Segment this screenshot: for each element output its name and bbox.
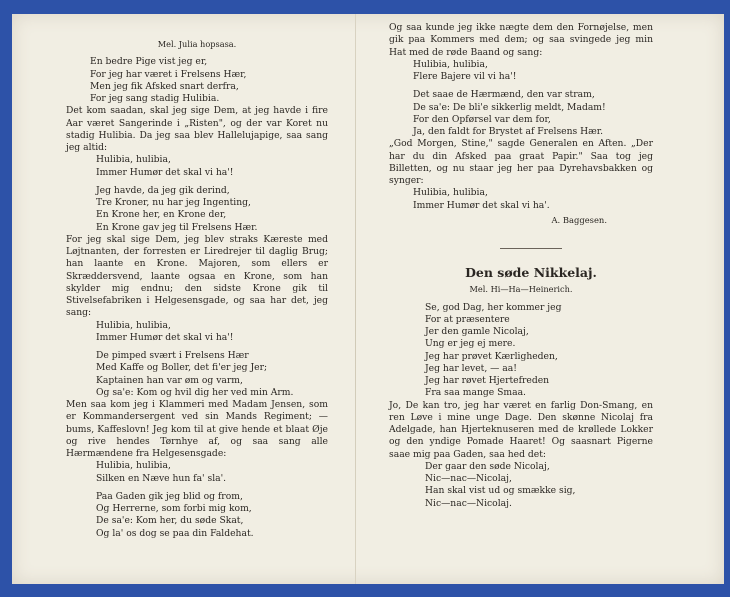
verse-line: Jer den gamle Nicolaj, xyxy=(425,326,529,337)
left-page xyxy=(66,34,328,540)
verse-line: For jeg har været i Frelsens Hær, xyxy=(90,68,247,80)
verse-line: Jeg har levet, — aa! xyxy=(425,362,517,374)
verse-line: Ja, den faldt for Brystet af Frelsens Hær. xyxy=(413,126,604,137)
prose-paragraph: For jeg skal sige Dem, jeg blev straks Kæreste med Løjtnanten, der forresten er Liredrejer til daglig Brug; han laante en Krone. Majoren, som ellers er Skræddersvend, laante ogsaa en Krone, som han skylder mig endnu; den sidste Krone gik til Stivelsefabriken i Helgesensgade, og saa har det, jeg sang: xyxy=(66,233,328,319)
verse-line: Men jeg fik Afsked snart derfra, xyxy=(90,80,239,92)
section-divider xyxy=(500,248,562,249)
verse-line: Hulibia, hulibia, xyxy=(96,154,171,166)
verse-line: Hulibia, hulibia, xyxy=(96,319,171,331)
verse-line: Kaptainen han var øm og varm, xyxy=(96,374,243,386)
verse-line: Silken en Næve hun fa' sla'. xyxy=(96,472,227,484)
song-text xyxy=(66,56,328,540)
verse-line: De sa'e: Kom her, du søde Skat, xyxy=(96,515,244,527)
verse-line: Immer Humør det skal vi ha'. xyxy=(413,199,550,211)
verse-line: For at præsentere xyxy=(425,313,510,325)
verse-line: Han skal vist ud og smække sig, xyxy=(425,485,576,497)
verse-line: Jeg har røvet Hjertefreden xyxy=(425,375,550,386)
verse-line: Ung er jeg ej mere. xyxy=(425,338,516,350)
right-page xyxy=(389,22,653,510)
verse-line: En bedre Pige vist jeg er, xyxy=(90,56,208,68)
prose-paragraph: Og saa kunde jeg ikke nægte dem den Fornøjelse, men gik paa Kommers med dem; og saa svingede jeg min Hat med de røde Baand og sang: xyxy=(389,22,653,58)
verse-line: For den Opførsel var dem for, xyxy=(413,113,551,125)
verse-line: Paa Gaden gik jeg blid og from, xyxy=(96,490,243,502)
verse-line: De sa'e: De bli'e sikkerlig meldt, Madam! xyxy=(413,101,606,113)
verse-line: En Krone her, en Krone der, xyxy=(96,209,227,221)
prose-paragraph: „God Morgen, Stine," sagde Generalen en Aften. „Der har du din Afsked paa graat Papir." Saa tog jeg Billetten, og nu staar jeg her paa Dyrehavsbakken og synger: xyxy=(389,138,653,186)
verse-line: Det saae de Hærmænd, den var stram, xyxy=(413,89,595,101)
melody-note: Mel. Julia hopsasa. xyxy=(157,39,237,49)
verse-line: Fra saa mange Smaa. xyxy=(425,387,526,399)
song-title: Den søde Nikkelaj. xyxy=(465,265,597,280)
prose-paragraph: Det kom saadan, skal jeg sige Dem, at jeg havde i fire Aar været Sangerinde i „Risten", og der var Koret nu stadig Hulibia. Da jeg saa blev Hallelujapige, saa sang jeg altid: xyxy=(66,105,328,153)
verse-line: Hulibia, hulibia, xyxy=(413,58,488,70)
verse-line: Tre Kroner, nu har jeg Ingenting, xyxy=(96,197,251,208)
prose-paragraph: Men saa kom jeg i Klammeri med Madam Jensen, som er Kommandersergent ved sin Mands Regiment; — bums, Kaffeslovn! Jeg kom til at give hende et blaat Øje og rive hendes Tørnhye af, og saa sang alle Hærmændene fra Helgesensgade: xyxy=(66,399,328,459)
verse-line: Med Kaffe og Boller, det fi'er jeg Jer; xyxy=(96,362,268,374)
verse-line: Hulibia, hulibia, xyxy=(96,460,171,472)
verse-line: Nic—nac—Nicolaj, xyxy=(425,473,512,484)
verse-line: Jeg har prøvet Kærligheden, xyxy=(425,350,558,362)
prose-paragraph: Jo, De kan tro, jeg har været en farlig Don-Smang, en ren Løve i mine unge Dage. Den skønne Nicolaj fra Adelgade, han Hjerteknuseren med de krøllede Lokker og den yndige Pomade Haaret! Og saasnart Pigerne saae mig paa Gaden, saa hed det: xyxy=(389,399,653,460)
verse-line: For jeg sang stadig Hulibia. xyxy=(90,93,220,104)
verse-line: Og sa'e: Kom og hvil dig her ved min Arm. xyxy=(96,386,294,398)
verse-line: Flere Bajere vil vi ha'! xyxy=(413,71,517,82)
song-text-2 xyxy=(389,302,653,510)
verse-line: De pimped svært i Frelsens Hær xyxy=(96,350,249,361)
verse-line: Der gaar den søde Nicolaj, xyxy=(425,460,550,472)
page-fold xyxy=(355,14,356,584)
verse-line: En Krone gav jeg til Frelsens Hær. xyxy=(96,221,258,233)
verse-line: Immer Humør det skal vi ha'! xyxy=(96,331,234,343)
verse-line: Nic—nac—Nicolaj. xyxy=(425,497,512,509)
verse-line: Og Herrerne, som forbi mig kom, xyxy=(96,503,252,514)
song-text-continued xyxy=(389,22,653,212)
verse-line: Jeg havde, da jeg gik derind, xyxy=(96,184,230,196)
melody-note-2: Mel. Hi—Ha—Heinerich. xyxy=(469,284,573,295)
author-signature: A. Baggesen. xyxy=(551,214,607,225)
verse-line: Hulibia, hulibia, xyxy=(413,187,488,199)
verse-line: Se, god Dag, her kommer jeg xyxy=(425,301,562,313)
verse-line: Og la' os dog se paa din Faldehat. xyxy=(96,527,254,539)
verse-line: Immer Humør det skal vi ha'! xyxy=(96,166,234,178)
